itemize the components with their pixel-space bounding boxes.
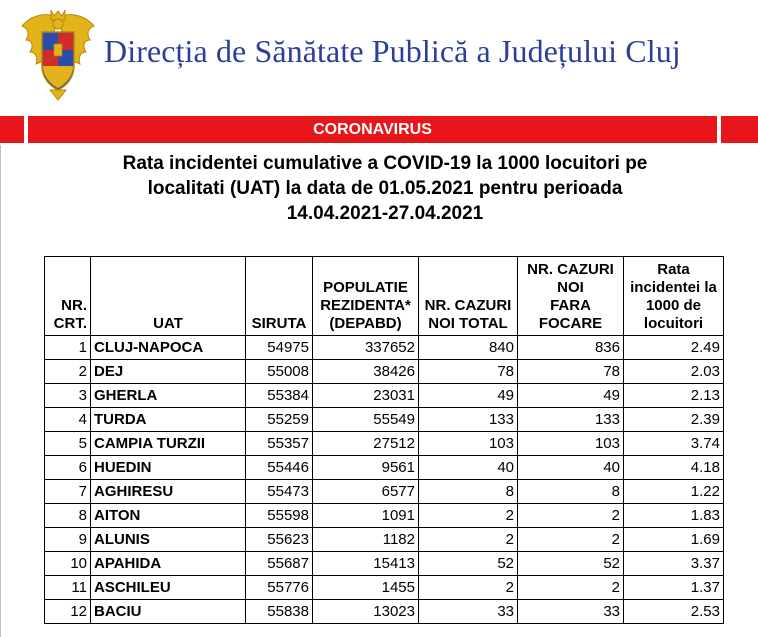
header-rata: Rata incidentei la 1000 de locuitori bbox=[624, 257, 724, 336]
table-row bbox=[45, 576, 724, 600]
cell-populatie: 9561 bbox=[313, 456, 419, 480]
cell-cazuri-total: 133 bbox=[419, 408, 518, 432]
page-header bbox=[0, 0, 758, 110]
cell-siruta: 55446 bbox=[246, 456, 313, 480]
cell-rata: 2.03 bbox=[624, 360, 724, 384]
cell-cazuri-fara-focare: 52 bbox=[518, 552, 624, 576]
cell-siruta: 55259 bbox=[246, 408, 313, 432]
cell-cazuri-total: 78 bbox=[419, 360, 518, 384]
cell-uat: CLUJ-NAPOCA bbox=[91, 336, 246, 360]
cell-rata: 1.83 bbox=[624, 504, 724, 528]
title-line-1: Rata incidentei cumulative a COVID-19 la 1000 locuitori pe bbox=[122, 153, 648, 174]
table-row bbox=[45, 456, 724, 480]
cell-populatie: 27512 bbox=[313, 432, 419, 456]
cell-cazuri-fara-focare: 103 bbox=[518, 432, 624, 456]
cell-cazuri-fara-focare: 49 bbox=[518, 384, 624, 408]
incidence-table bbox=[44, 256, 724, 624]
cell-nr: 10 bbox=[45, 552, 91, 576]
cell-nr: 9 bbox=[45, 528, 91, 552]
cell-populatie: 55549 bbox=[313, 408, 419, 432]
table-row bbox=[45, 360, 724, 384]
agency-name: Direcția de Sănătate Publică a Județului Cluj bbox=[104, 33, 681, 69]
banner-right-segment bbox=[721, 116, 758, 143]
cell-nr: 7 bbox=[45, 480, 91, 504]
cell-nr: 8 bbox=[45, 504, 91, 528]
cell-siruta: 55384 bbox=[246, 384, 313, 408]
cell-uat: TURDA bbox=[91, 408, 246, 432]
cell-nr: 2 bbox=[45, 360, 91, 384]
cell-cazuri-total: 840 bbox=[419, 336, 518, 360]
table-row bbox=[45, 600, 724, 624]
table-body bbox=[45, 336, 724, 624]
title-line-2: localitati (UAT) la data de 01.05.2021 pentru perioada bbox=[147, 178, 623, 199]
cell-cazuri-total: 40 bbox=[419, 456, 518, 480]
cell-cazuri-total: 103 bbox=[419, 432, 518, 456]
cell-rata: 3.37 bbox=[624, 552, 724, 576]
cell-cazuri-total: 2 bbox=[419, 504, 518, 528]
cell-cazuri-fara-focare: 78 bbox=[518, 360, 624, 384]
table-header-row bbox=[45, 257, 724, 336]
cell-uat: ASCHILEU bbox=[91, 576, 246, 600]
banner-coronavirus: CORONAVIRUS bbox=[28, 116, 717, 143]
cell-nr: 1 bbox=[45, 336, 91, 360]
cell-siruta: 54975 bbox=[246, 336, 313, 360]
cell-siruta: 55008 bbox=[246, 360, 313, 384]
table-row bbox=[45, 336, 724, 360]
cell-cazuri-total: 8 bbox=[419, 480, 518, 504]
cell-siruta: 55838 bbox=[246, 600, 313, 624]
cell-nr: 11 bbox=[45, 576, 91, 600]
table-row bbox=[45, 384, 724, 408]
report-title bbox=[40, 151, 730, 226]
header-nr-crt: NR. CRT. bbox=[45, 257, 91, 336]
cell-populatie: 6577 bbox=[313, 480, 419, 504]
cell-rata: 2.49 bbox=[624, 336, 724, 360]
cell-siruta: 55473 bbox=[246, 480, 313, 504]
cell-rata: 1.69 bbox=[624, 528, 724, 552]
cell-siruta: 55357 bbox=[246, 432, 313, 456]
cell-nr: 12 bbox=[45, 600, 91, 624]
cell-rata: 2.53 bbox=[624, 600, 724, 624]
cell-cazuri-total: 52 bbox=[419, 552, 518, 576]
cell-populatie: 1182 bbox=[313, 528, 419, 552]
cell-populatie: 1455 bbox=[313, 576, 419, 600]
cell-rata: 2.39 bbox=[624, 408, 724, 432]
cell-nr: 3 bbox=[45, 384, 91, 408]
table-row bbox=[45, 528, 724, 552]
cell-rata: 3.74 bbox=[624, 432, 724, 456]
cell-uat: AITON bbox=[91, 504, 246, 528]
cell-uat: DEJ bbox=[91, 360, 246, 384]
cell-cazuri-fara-focare: 133 bbox=[518, 408, 624, 432]
header-cazuri-fara-focare: NR. CAZURI NOI FARA FOCARE bbox=[518, 257, 624, 336]
cell-cazuri-fara-focare: 40 bbox=[518, 456, 624, 480]
header-populatie: POPULATIE REZIDENTA* (DEPABD) bbox=[313, 257, 419, 336]
cell-populatie: 38426 bbox=[313, 360, 419, 384]
cell-uat: AGHIRESU bbox=[91, 480, 246, 504]
header-uat: UAT bbox=[91, 257, 246, 336]
cell-siruta: 55598 bbox=[246, 504, 313, 528]
cell-cazuri-total: 2 bbox=[419, 528, 518, 552]
title-line-3: 14.04.2021-27.04.2021 bbox=[286, 203, 484, 224]
cell-uat: GHERLA bbox=[91, 384, 246, 408]
table-row bbox=[45, 480, 724, 504]
table-row bbox=[45, 408, 724, 432]
header-cazuri-total: NR. CAZURI NOI TOTAL bbox=[419, 257, 518, 336]
cell-uat: HUEDIN bbox=[91, 456, 246, 480]
table-row bbox=[45, 432, 724, 456]
cell-rata: 1.37 bbox=[624, 576, 724, 600]
cell-siruta: 55687 bbox=[246, 552, 313, 576]
cell-cazuri-fara-focare: 2 bbox=[518, 528, 624, 552]
table-row bbox=[45, 504, 724, 528]
header-siruta: SIRUTA bbox=[246, 257, 313, 336]
cell-cazuri-total: 33 bbox=[419, 600, 518, 624]
cell-rata: 2.13 bbox=[624, 384, 724, 408]
cell-populatie: 23031 bbox=[313, 384, 419, 408]
table-row bbox=[45, 552, 724, 576]
cell-cazuri-fara-focare: 33 bbox=[518, 600, 624, 624]
cell-uat: BACIU bbox=[91, 600, 246, 624]
cell-rata: 1.22 bbox=[624, 480, 724, 504]
cell-populatie: 337652 bbox=[313, 336, 419, 360]
cell-cazuri-fara-focare: 836 bbox=[518, 336, 624, 360]
cell-cazuri-total: 49 bbox=[419, 384, 518, 408]
cell-cazuri-total: 2 bbox=[419, 576, 518, 600]
cell-nr: 4 bbox=[45, 408, 91, 432]
left-border-rule bbox=[0, 145, 1, 637]
cell-uat: APAHIDA bbox=[91, 552, 246, 576]
cell-populatie: 13023 bbox=[313, 600, 419, 624]
cell-nr: 6 bbox=[45, 456, 91, 480]
cell-siruta: 55623 bbox=[246, 528, 313, 552]
cell-siruta: 55776 bbox=[246, 576, 313, 600]
cell-populatie: 1091 bbox=[313, 504, 419, 528]
cell-nr: 5 bbox=[45, 432, 91, 456]
cell-uat: ALUNIS bbox=[91, 528, 246, 552]
banner-left-segment bbox=[0, 116, 24, 143]
romania-coat-of-arms-icon bbox=[18, 8, 98, 102]
cell-uat: CAMPIA TURZII bbox=[91, 432, 246, 456]
cell-cazuri-fara-focare: 8 bbox=[518, 480, 624, 504]
cell-populatie: 15413 bbox=[313, 552, 419, 576]
cell-rata: 4.18 bbox=[624, 456, 724, 480]
cell-cazuri-fara-focare: 2 bbox=[518, 576, 624, 600]
cell-cazuri-fara-focare: 2 bbox=[518, 504, 624, 528]
